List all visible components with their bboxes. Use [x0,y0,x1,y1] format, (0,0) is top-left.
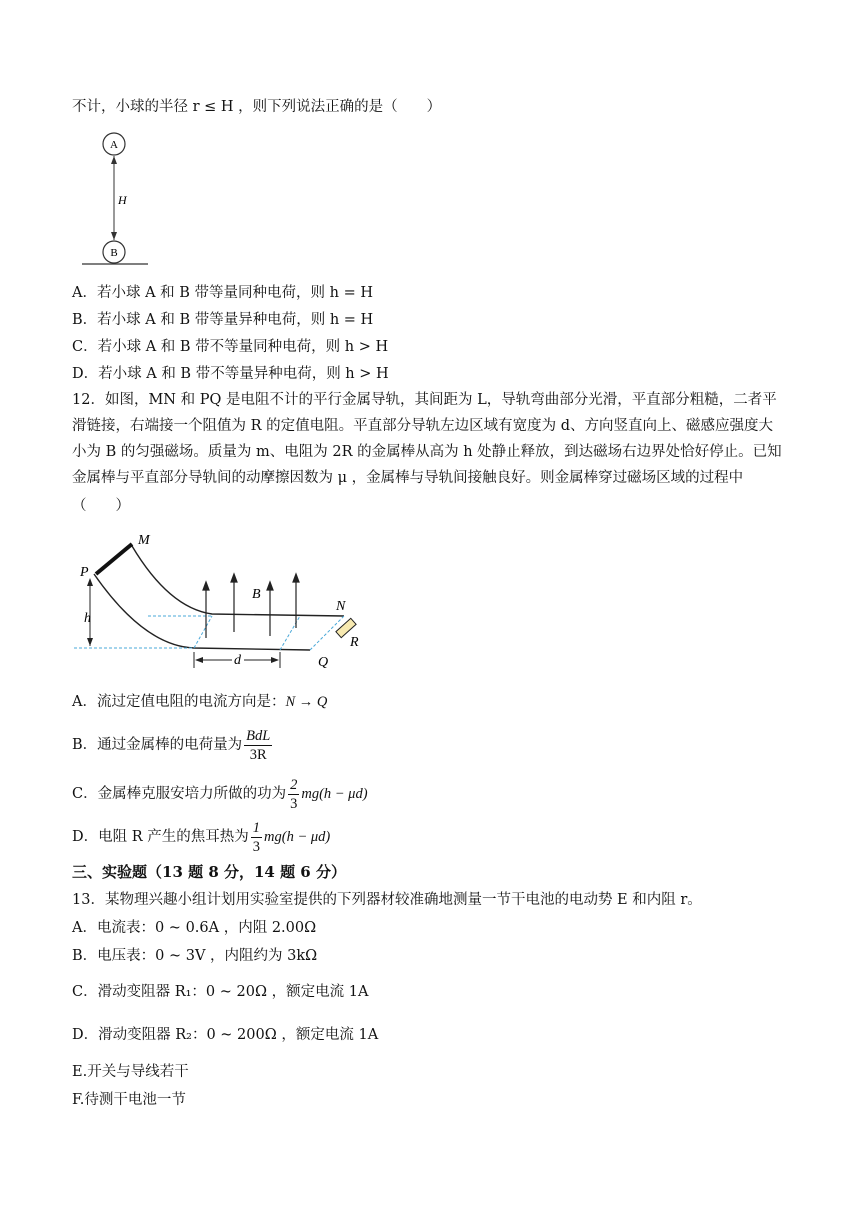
q13-item-c: C．滑动变阻器 R₁：0 ~ 20Ω ，额定电流 1A [72,984,369,1000]
ball-a-label: A [110,139,118,151]
q12-stem-line-5: （ ） [72,498,130,514]
magnetic-field-arrows [203,574,299,638]
q11-option-d: D．若小球 A 和 B 带不等量异种电荷，则 h > H [72,366,389,382]
q11-figure [80,128,160,270]
q12-figure [74,528,384,676]
q13-item-f: F.待测干电池一节 [72,1092,186,1108]
label-h: h [84,611,91,626]
section-heading: 三、实验题（13 题 8 分，14 题 6 分） [72,863,346,881]
label-p: P [80,565,89,580]
q12-option-a: A．流过定值电阻的电流方向是：N → Q [72,694,328,710]
q12-stem-line-1: 12．如图，MN 和 PQ 是电阻不计的平行金属导轨，其间距为 L，导轨弯曲部分光滑，平直部分粗糙，二者平 [72,392,777,408]
q13-item-a: A．电流表：0 ~ 0.6A ，内阻 2.00Ω [72,920,317,936]
label-b: B [252,587,261,602]
label-m: M [138,533,150,548]
q13-stem: 13．某物理兴趣小组计划用实验室提供的下列器材较准确地测量一节干电池的电动势 E 和内阻 r。 [72,892,702,908]
label-q: Q [318,655,329,670]
ball-b-label: B [110,247,118,259]
q12-option-c: C．金属棒克服安培力所做的功为 $\frac{2}{3}$ mg(h − μd) [72,776,368,812]
label-d: d [234,653,241,668]
q13-item-d: D．滑动变阻器 R₂：0 ~ 200Ω ，额定电流 1A [72,1027,379,1043]
label-n: N [336,599,346,614]
q13-item-b: B．电压表：0 ~ 3V ，内阻约为 3kΩ [72,948,318,964]
q12-stem-line-2: 滑链接，右端接一个阻值为 R 的定值电阻。平直部分导轨左边区域有宽度为 d、方向竖直向上、磁感应强度大 [72,418,774,434]
distance-label: H [118,193,127,207]
label-r: R [350,635,359,650]
q12-stem-line-4: 金属棒与平直部分导轨间的动摩擦因数为 μ ，金属棒与导轨间接触良好。则金属棒穿过磁场区域的过程中 [72,470,744,486]
q11-option-b: B．若小球 A 和 B 带等量异种电荷，则 h = H [72,312,374,328]
metal-bar [96,544,132,574]
q11-option-a: A．若小球 A 和 B 带等量同种电荷，则 h = H [72,285,373,301]
q12-option-d: D．电阻 R 产生的焦耳热为 $\frac{1}{3}$ mg(h − μd) [72,819,331,855]
q13-item-e: E.开关与导线若干 [72,1064,189,1080]
q12-option-b: B．通过金属棒的电荷量为 $\frac{\text{BdL}}{3R}$ [72,727,271,763]
q11-stem-tail: 不计，小球的半径 r ≤ H ，则下列说法正确的是（ ） [72,99,442,115]
q11-option-c: C．若小球 A 和 B 带不等量同种电荷，则 h > H [72,339,389,355]
q12-stem-line-3: 小为 B 的匀强磁场。质量为 m、电阻为 2R 的金属棒从高为 h 处静止释放，到达磁场右边界处恰好停止。已知 [72,444,782,460]
